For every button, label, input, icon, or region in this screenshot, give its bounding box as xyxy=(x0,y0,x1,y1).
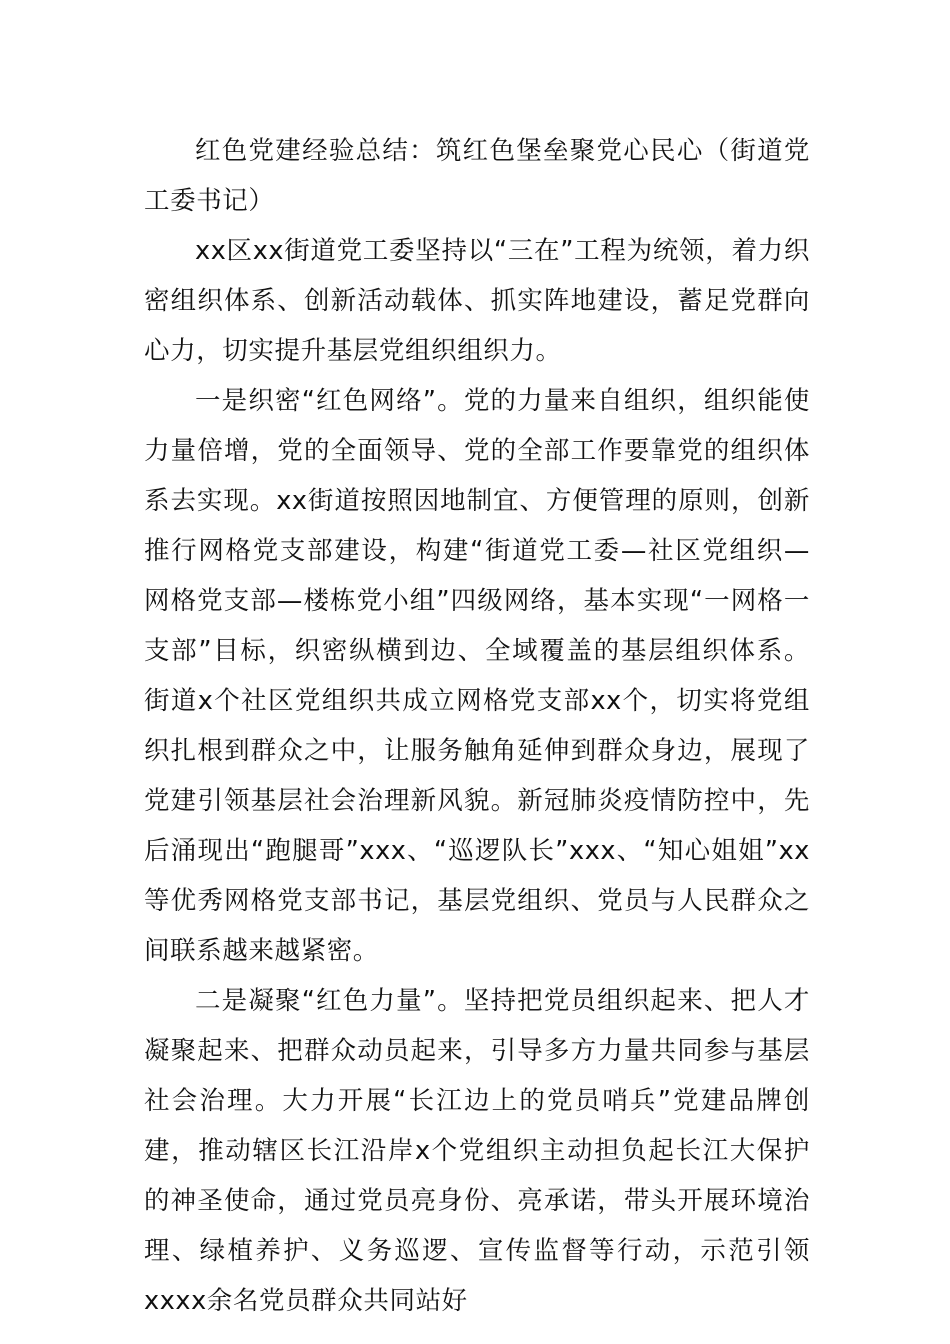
document-title: 红色党建经验总结：筑红色堡垒聚党心民心（街道党工委书记） xyxy=(144,136,810,216)
paragraph-red-power: 二是凝聚“红色力量”。坚持把党员组织起来、把人才凝聚起来、把群众动员起来，引导多方力量共同参与基层社会治理。大力开展“长江边上的党员哨兵”党建品牌创建，推动辖区长江沿岸x个党组织主动担负起长江大保护的神圣使命，通过党员亮身份、亮承诺，带头开展环境治理、绿植养护、义务巡逻、宣传监督等行动，示范引领xxxx余名党员群众共同站好 xyxy=(144,986,810,1316)
paragraph-intro: xx区xx街道党工委坚持以“三在”工程为统领，着力织密组织体系、创新活动载体、抓实阵地建设，蓄足党群向心力，切实提升基层党组织组织力。 xyxy=(144,236,810,366)
paragraph-red-network: 一是织密“红色网络”。党的力量来自组织，组织能使力量倍增，党的全面领导、党的全部工作要靠党的组织体系去实现。xx街道按照因地制宜、方便管理的原则，创新推行网格党支部建设，构建“街道党工委—社区党组织—网格党支部—楼栋党小组”四级网络，基本实现“一网格一支部”目标，织密纵横到边、全域覆盖的基层组织体系。街道x个社区党组织共成立网格党支部xx个，切实将党组织扎根到群众之中，让服务触角延伸到群众身边，展现了党建引领基层社会治理新风貌。新冠肺炎疫情防控中，先后涌现出“跑腿哥”xxx、“巡逻队长”xxx、“知心姐姐”xx等优秀网格党支部书记，基层党组织、党员与人民群众之间联系越来越紧密。 xyxy=(144,386,810,966)
document-body xyxy=(144,126,810,1326)
